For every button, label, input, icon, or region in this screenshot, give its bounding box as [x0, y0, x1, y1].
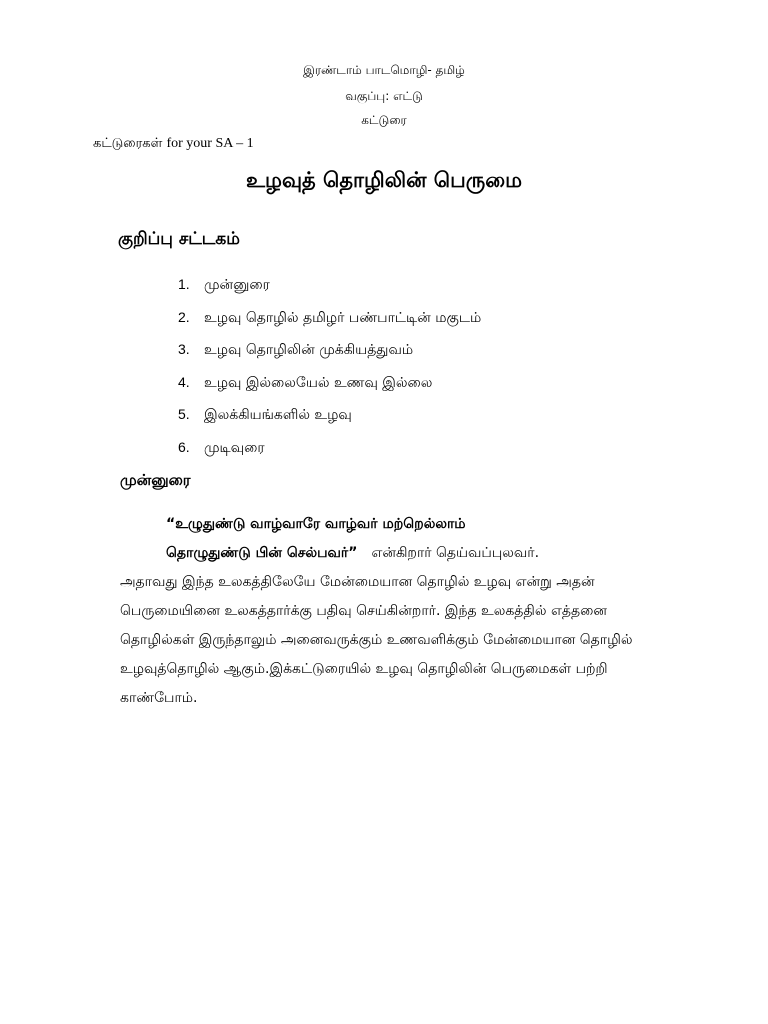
outline-item	[178, 270, 481, 303]
outline-item	[178, 335, 481, 368]
essay-title: உழவுத் தொழிலின் பெருமை	[246, 168, 522, 192]
outline-item	[178, 400, 481, 433]
intro-paragraph: அதாவது இந்த உலகத்திலேயே மேன்மையான தொழில் உழவு என்று அதன் பெருமையினை உலகத்தார்க்கு பதிவு செய்கின்றார். இந்த உலகத்தில் எத்தனை தொழில்கள் இருந்தாலும் அனைவருக்கும் உணவளிக்கும் மேன்மையான தொழில் உழவுத்தொழில் ஆகும்.இக்கட்டுரையில் உழவு தொழிலின் பெருமைகள் பற்றி காண்போம்.	[120, 574, 633, 706]
quote-line-1: “உழுதுண்டு வாழ்வாரே வாழ்வர் மற்றெல்லாம்	[166, 516, 466, 532]
outline-item-text: உழவு தொழிலின் முக்கியத்துவம்	[204, 342, 414, 359]
outline-item-text: உழவு தொழில் தமிழர் பண்பாட்டின் மகுடம்	[204, 309, 482, 326]
outline-item	[178, 303, 481, 336]
header-subject-line: இரண்டாம் பாடமொழி- தமிழ்	[303, 63, 465, 77]
header-class-line: வகுப்பு: எட்டு	[345, 89, 423, 103]
quote-line-2	[166, 541, 539, 565]
outline-heading: குறிப்பு சட்டகம்	[118, 229, 240, 249]
outline-item-text: முன்னுரை	[204, 277, 270, 293]
intro-heading: முன்னுரை	[120, 471, 191, 489]
outline-item-number: 4.	[178, 373, 190, 390]
note-tamil-text: கட்டுரைகள்	[93, 136, 163, 151]
outline-item-number: 5.	[178, 406, 190, 423]
outline-list	[178, 270, 481, 466]
outline-item	[178, 433, 481, 466]
note-english-text: for your SA – 1	[166, 136, 254, 151]
outline-item-text: உழவு இல்லையேல் உணவு இல்லை	[204, 374, 433, 391]
outline-item-number: 2.	[178, 308, 190, 325]
outline-item-text: இலக்கியங்களில் உழவு	[204, 407, 352, 424]
document-note	[93, 136, 254, 152]
outline-item	[178, 368, 481, 401]
outline-item-text: முடிவுரை	[204, 439, 265, 456]
outline-item-number: 6.	[178, 438, 190, 455]
header-type-line: கட்டுரை	[361, 113, 407, 127]
outline-item-number: 1.	[178, 276, 190, 292]
quote-line-2-text: தொழுதுண்டு பின் செல்பவர்”	[166, 545, 358, 561]
quote-attribution: என்கிறார் தெய்வப்புலவர்.	[371, 545, 540, 561]
outline-item-number: 3.	[178, 341, 190, 358]
